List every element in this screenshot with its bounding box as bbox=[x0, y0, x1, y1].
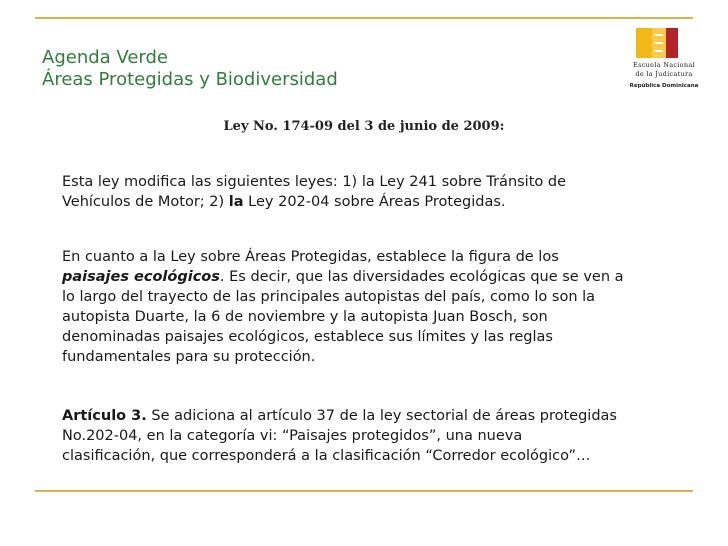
institution-logo bbox=[624, 28, 704, 98]
logo-text-line-3: República Dominicana bbox=[629, 83, 699, 89]
paragraph-2-line-4: autopista Duarte, la 6 de noviembre y la autopista Juan Bosch, son bbox=[62, 309, 548, 325]
paragraph-1-line-1: Esta ley modifica las siguientes leyes: 1) la Ley 241 sobre Tránsito de bbox=[62, 174, 567, 190]
title-line-1: Agenda Verde bbox=[42, 47, 168, 68]
slide-title bbox=[42, 47, 338, 91]
paragraph-2-line-2 bbox=[62, 267, 702, 287]
logo-emblem-icon bbox=[636, 28, 692, 58]
bold-text: la bbox=[228, 194, 244, 210]
article-label: Artículo 3. bbox=[62, 408, 147, 424]
paragraph-2-line-5: denominadas paisajes ecológicos, establece sus límites y las reglas bbox=[62, 329, 553, 345]
text-span: Vehículos de Motor; 2) bbox=[62, 194, 229, 210]
paragraph-3-line-1 bbox=[62, 406, 702, 426]
logo-text-line-2: de la Judicatura bbox=[635, 70, 693, 78]
text-span: Se adiciona al artículo 37 de la ley sectorial de áreas protegidas bbox=[146, 408, 617, 424]
paragraph-2 bbox=[62, 247, 702, 367]
text-span: Ley 202-04 sobre Áreas Protegidas. bbox=[243, 194, 506, 210]
paragraph-3 bbox=[62, 406, 702, 466]
title-line-2: Áreas Protegidas y Biodiversidad bbox=[42, 69, 338, 90]
paragraph-1 bbox=[62, 172, 702, 212]
paragraph-2-line-6: fundamentales para su protección. bbox=[62, 349, 316, 365]
logo-text-line-1: Escuela Nacional bbox=[633, 61, 695, 69]
bottom-divider bbox=[35, 490, 693, 492]
paragraph-3-line-3: clasificación, que corresponderá a la clasificación “Corredor ecológico”… bbox=[62, 448, 591, 464]
law-heading: Ley No. 174-09 del 3 de junio de 2009: bbox=[223, 119, 505, 134]
paragraph-1-line-2 bbox=[62, 192, 702, 212]
paragraph-3-line-2: No.202-04, en la categoría vi: “Paisajes protegidos”, una nueva bbox=[62, 428, 523, 444]
paragraph-2-line-3: lo largo del trayecto de las principales autopistas del país, como lo son la bbox=[62, 289, 596, 305]
text-span: . Es decir, que las diversidades ecológicas que se ven a bbox=[219, 269, 624, 285]
paragraph-2-line-1: En cuanto a la Ley sobre Áreas Protegidas, establece la figura de los bbox=[62, 249, 559, 265]
top-divider bbox=[35, 17, 693, 19]
emphasis-text: paisajes ecológicos bbox=[62, 269, 220, 285]
